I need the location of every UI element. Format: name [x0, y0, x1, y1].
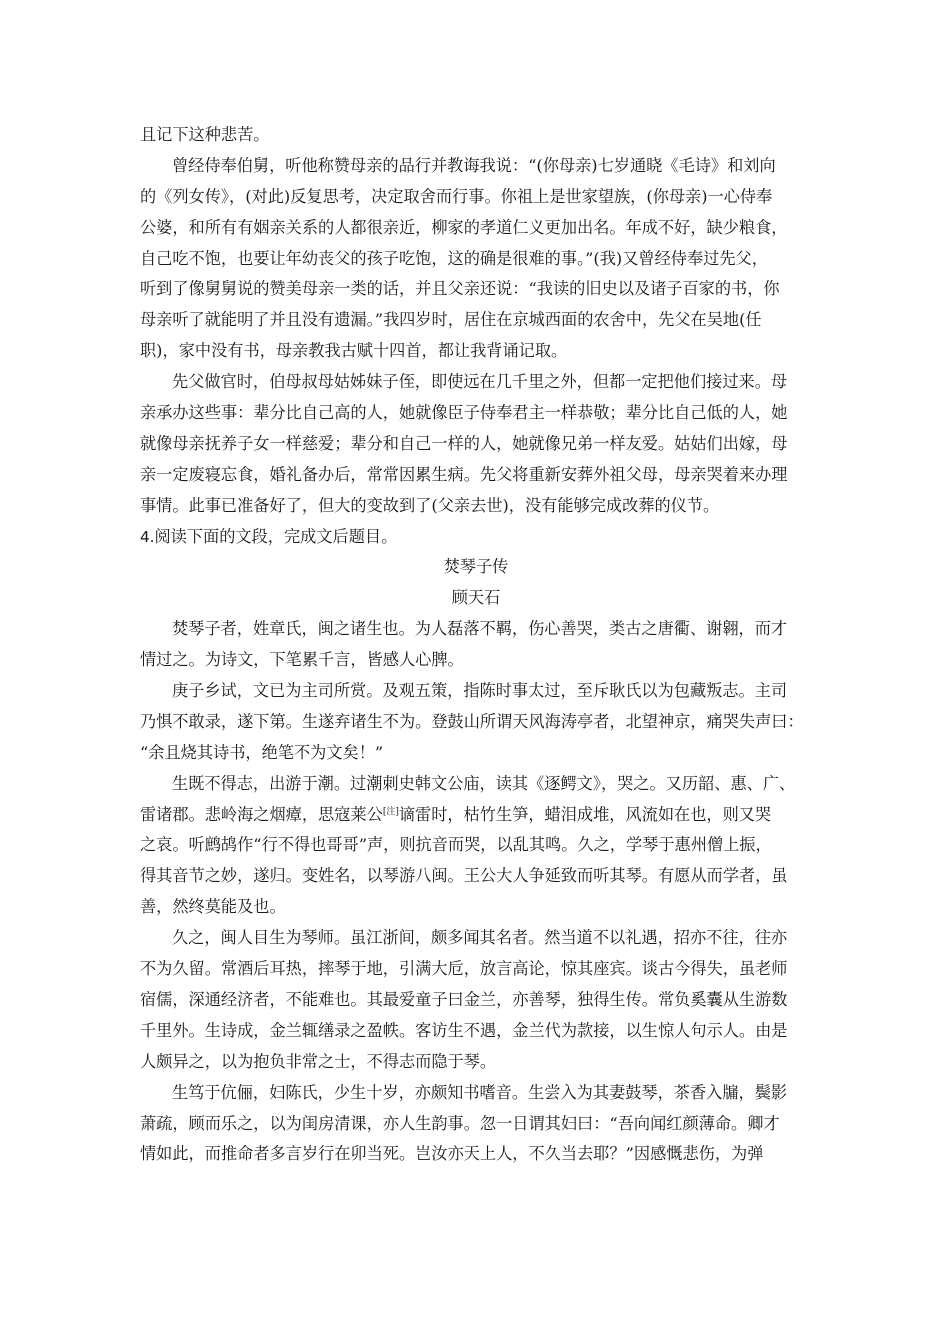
translation-paragraph-1 — [140, 151, 812, 367]
translation-line: 亲承办这些事：辈分比自己高的人，她就像臣子侍奉君主一样恭敬；辈分比自己低的人，她 — [140, 403, 788, 423]
translation-line: 母亲听了就能明了并且没有遗漏。”我四岁时，居住在京城西面的农舍中，先父在吴地(任 — [140, 310, 762, 330]
essay-paragraph-3 — [140, 769, 812, 923]
footnote-marker[interactable]: [注] — [382, 806, 399, 817]
question-prompt-text: 阅读下面的文段，完成文后题目。 — [154, 526, 398, 546]
translation-line: 就像母亲抚养子女一样慈爱；辈分和自己一样的人，她就像兄弟一样友爱。姑姑们出嫁，母 — [140, 433, 788, 453]
translation-line: 的《列女传》，(对此)反复思考，决定取舍而行事。你祖上是世家望族，(你母亲)一心侍奉 — [140, 186, 773, 206]
translation-paragraph-2 — [140, 367, 812, 521]
translation-line: 且记下这种悲苦。 — [140, 125, 270, 144]
essay-line: 乃惧不敢录，遂下第。生遂弃诸生不为。登鼓山所谓天风海涛亭者，北望神京，痛哭失声曰： — [140, 711, 804, 731]
translation-line: 听到了像舅舅说的赞美母亲一类的话，并且父亲还说：“我读的旧史以及诸子百家的书，你 — [140, 279, 780, 299]
essay-line — [140, 800, 812, 831]
essay-line: 久之，闽人目生为琴师。虽江浙间，颇多闻其名者。然当道不以礼遇，招亦不往，往亦 — [172, 928, 788, 948]
essay-paragraph-4 — [140, 923, 812, 1077]
essay-author: 顾天石 — [451, 588, 501, 608]
essay-title: 焚琴子传 — [443, 557, 509, 577]
essay-text: 谪雷时，枯竹生笋，蜡泪成堆，风流如在也，则又哭 — [398, 804, 772, 824]
essay-paragraph-5 — [140, 1078, 812, 1171]
essay-line: 情过之。为诗文，下笔累千言，皆感人心脾。 — [140, 650, 464, 670]
essay-line: “余且烧其诗书，绝笔不为文矣！” — [140, 742, 384, 762]
essay-line: 生笃于伉俪，妇陈氏，少生十岁，亦颇知书嗜音。生尝入为其妻鼓琴，茶香入牖，鬓影 — [172, 1082, 788, 1102]
essay-line: 萧疏，顾而乐之，以为闺房清课，亦人生韵事。忽一日谓其妇曰：“吾向闻红颜薄命。卿才 — [140, 1113, 780, 1133]
translation-line: 亲一定废寝忘食，婚礼备办后，常常因累生病。先父将重新安葬外祖父母，母亲哭着来办理 — [140, 464, 788, 484]
essay-line: 千里外。生诗成，金兰辄缮录之盈帙。客访生不遇，金兰代为款接，以生惊人句示人。由是 — [140, 1020, 788, 1040]
essay-line: 之哀。听鹧鸪作“行不得也哥哥”声，则抗音而哭，以乱其鸣。久之，学琴于惠州僧上振， — [140, 835, 772, 855]
document-page — [140, 120, 812, 1170]
translation-line: 曾经侍奉伯舅，听他称赞母亲的品行并教诲我说：“(你母亲)七岁通晓《毛诗》和刘向 — [172, 155, 776, 175]
essay-paragraph-2 — [140, 676, 812, 769]
essay-paragraph-1 — [140, 614, 812, 676]
essay-line: 焚琴子者，姓章氏，闽之诸生也。为人磊落不羁，伤心善哭，类古之唐衢、谢翱，而才 — [172, 619, 788, 639]
translation-line: 先父做官时，伯母叔母姑姊妹子侄，即使远在几千里之外，但都一定把他们接过来。母 — [172, 372, 788, 392]
translation-line: 事情。此事已准备好了，但大的变故到了(父亲去世)，没有能够完成改葬的仪节。 — [140, 495, 720, 515]
translation-line: 自己吃不饱，也要让年幼丧父的孩子吃饱，这的确是很难的事。”(我)又曾经侍奉过先父， — [140, 248, 768, 268]
question-number: 4. — [140, 527, 155, 546]
essay-line: 不为久留。常酒后耳热，摔琴于地，引满大卮，放言高论，惊其座宾。谈古今得失，虽老师 — [140, 959, 788, 979]
essay-line: 人颇异之，以为抱负非常之士，不得志而隐于琴。 — [140, 1051, 497, 1071]
essay-line: 情如此，而推命者多言岁行在卯当死。岂汝亦天上人，不久当去耶？”因感慨悲伤，为弹 — [140, 1144, 764, 1164]
essay-line: 生既不得志，出游于潮。过潮刺史韩文公庙，读其《逐鳄文》，哭之。又历韶、惠、广、 — [172, 773, 796, 793]
question-prompt — [140, 522, 812, 553]
essay-line: 庚子乡试，文已为主司所赏。及观五策，指陈时事太过，至斥耿氏以为包藏叛志。主司 — [172, 681, 788, 701]
essay-line: 善，然终莫能及也。 — [140, 897, 286, 917]
translation-line: 公婆，和所有有姻亲关系的人都很亲近，柳家的孝道仁义更加出名。年成不好，缺少粮食， — [140, 217, 788, 237]
essay-text: 雷诸郡。悲岭海之烟瘴，思寇莱公 — [140, 804, 383, 824]
translation-line: 职)，家中没有书，母亲教我古赋十四首，都让我背诵记取。 — [140, 341, 568, 361]
essay-line: 得其音节之妙，遂归。变姓名，以琴游八闽。王公大人争延致而听其琴。有愿从而学者，虽 — [140, 866, 788, 886]
essay-line: 宿儒，深通经济者，不能难也。其最爱童子曰金兰，亦善琴，独得生传。常负奚囊从生游数 — [140, 989, 788, 1009]
